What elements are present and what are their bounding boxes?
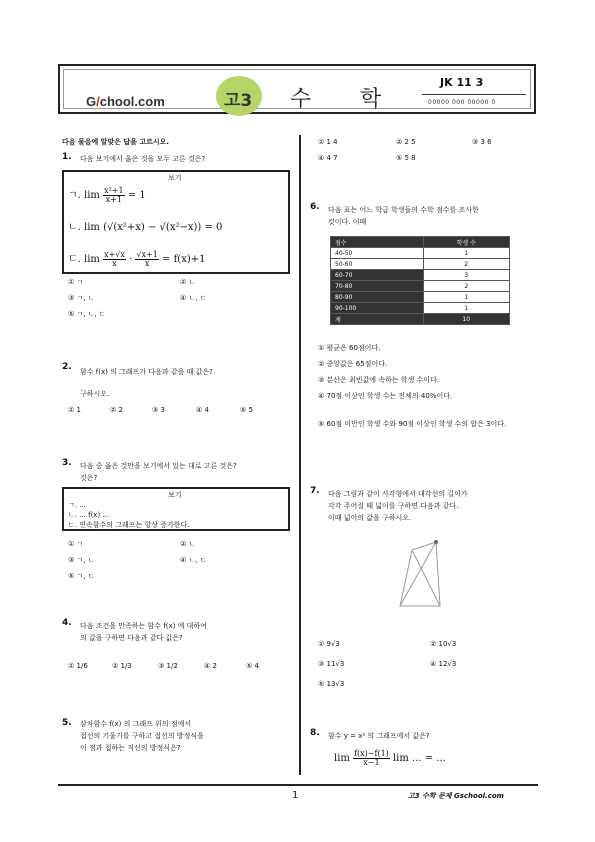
page-number: 1 — [292, 790, 299, 801]
q4-number: 4. — [62, 618, 72, 628]
q6-choice-4[interactable]: ④ 70점 이상인 학생 수는 전체의 40%이다. — [318, 392, 453, 400]
q1-item-2: ㄴ. lim (√(x²+x) − √(x²−x)) = 0 — [68, 222, 223, 233]
q7-choice-5[interactable]: ⑤ 13√3 — [318, 680, 345, 688]
q1-box-title: 보기 — [168, 174, 182, 182]
table-row — [331, 303, 510, 314]
q2-choice-3[interactable]: ③ 3 — [152, 406, 165, 414]
q2-number: 2. — [62, 362, 72, 372]
q3-choice-1[interactable]: ① ㄱ — [68, 540, 84, 548]
q5-text-2: 접선의 기울기를 구하고 접선의 방정식을 — [80, 732, 204, 740]
q2-text-2: 구하시오. — [80, 390, 110, 398]
q6-text-1: 다음 표는 어느 학급 학생들의 수학 점수를 조사한 — [328, 206, 479, 214]
table-row — [331, 292, 510, 303]
q5-number: 5. — [62, 718, 72, 728]
q1-choice-2[interactable]: ② ㄴ — [180, 278, 196, 286]
q4-choice-5[interactable]: ⑤ 4 — [246, 662, 259, 670]
q7-text-2: 각각 주어질 때 넓이를 구하면 다음과 같다. — [328, 502, 459, 510]
q3-item-1: ㄱ. ... — [68, 501, 86, 509]
q5-text-1: 삼차함수 f(x) 의 그래프 위의 점에서 — [80, 720, 192, 728]
q6-choice-2[interactable]: ② 중앙값은 65점이다. — [318, 360, 388, 368]
q7-choice-3[interactable]: ③ 11√3 — [318, 660, 345, 668]
q2-choice-2[interactable]: ② 2 — [110, 406, 123, 414]
q1-item-1: ㄱ. lim $\frac{\text{x²+1}}{x+1} = 1$ — [68, 186, 146, 204]
table-row — [331, 314, 510, 325]
q3-item-2: ㄴ. ... f(x) ... — [68, 511, 110, 519]
q3-item-3: ㄷ. 연속함수의 그래프는 항상 증가한다. — [68, 521, 190, 529]
q7-choice-4[interactable]: ④ 12√3 — [430, 660, 457, 668]
column-divider — [299, 135, 301, 775]
q3-choice-5[interactable]: ⑤ ㄱ, ㄷ — [68, 572, 95, 580]
section-title: 다음 물음에 알맞은 답을 고르시오. — [62, 138, 170, 146]
grade-divider — [422, 94, 526, 95]
grade-badge — [216, 76, 262, 116]
q8-formula: lim $\frac{f(x)-f(1)}{x-1}$ lim ... = ... — [334, 749, 446, 767]
table-cell: 40-50 — [331, 248, 424, 259]
q2-choice-1[interactable]: ① 1 — [68, 406, 81, 414]
q5-choice-5[interactable]: ⑤ 5 8 — [396, 154, 416, 162]
logo-suffix: chool.com — [99, 94, 165, 109]
q3-text-1: 다음 중 옳은 것만을 보기에서 있는 대로 고른 것은? — [80, 462, 237, 470]
q2-choice-5[interactable]: ⑤ 5 — [240, 406, 253, 414]
table-cell: 1 — [423, 292, 510, 303]
table-header-cell: 학생 수 — [423, 237, 510, 248]
q1-choice-3[interactable]: ③ ㄱ, ㄴ — [68, 294, 95, 302]
q8-formula-text: lim ... = ... — [392, 753, 446, 764]
table-cell: 2 — [423, 259, 510, 270]
q5-choice-2[interactable]: ② 2 5 — [396, 138, 416, 146]
q7-choice-1[interactable]: ① 9√3 — [318, 640, 340, 648]
table-cell: 1 — [423, 248, 510, 259]
q4-text-1: 다음 조건을 만족하는 함수 f(x) 에 대하여 — [80, 622, 207, 630]
q7-text-3: 이때 넓이의 값을 구하시오. — [328, 514, 412, 522]
logo-prefix: G — [86, 94, 97, 109]
footer-copyright: 고3 수학 문제 Gschool.com — [408, 792, 504, 800]
table-row — [331, 259, 510, 270]
table-cell: 70-80 — [331, 281, 424, 292]
subject-char-1: 수 — [290, 87, 312, 112]
grade-badge-label: 고3 — [224, 91, 253, 111]
q6-text-2: 것이다. 이때 — [328, 218, 367, 226]
q3-choice-4[interactable]: ④ ㄴ, ㄷ — [180, 556, 207, 564]
q6-number: 6. — [310, 202, 320, 212]
q4-choice-2[interactable]: ② 1/3 — [112, 662, 132, 670]
table-cell: 2 — [423, 281, 510, 292]
q4-choice-4[interactable]: ④ 2 — [204, 662, 217, 670]
q1-text: 다음 보기에서 옳은 것을 모두 고른 것은? — [80, 155, 206, 163]
q6-score-table — [330, 236, 510, 325]
q5-choice-3[interactable]: ③ 3 6 — [472, 138, 492, 146]
q1-choice-4[interactable]: ④ ㄴ, ㄷ — [180, 294, 207, 302]
q3-number: 3. — [62, 458, 72, 468]
table-cell: 1 — [423, 303, 510, 314]
table-cell: 계 — [331, 314, 424, 325]
table-cell: 50-60 — [331, 259, 424, 270]
q7-choice-2[interactable]: ② 10√3 — [430, 640, 457, 648]
table-cell: 10 — [423, 314, 510, 325]
q8-text: 함수 y = x² 의 그래프에서 값은? — [328, 732, 430, 740]
table-cell: 3 — [423, 270, 510, 281]
table-row — [331, 248, 510, 259]
q6-choice-3[interactable]: ③ 분산은 최빈값에 속하는 학생 수이다. — [318, 376, 440, 384]
table-header-row — [331, 237, 510, 248]
q3-box-title: 보기 — [168, 491, 182, 499]
q7-number: 7. — [310, 486, 320, 496]
table-cell: 80-90 — [331, 292, 424, 303]
table-row — [331, 281, 510, 292]
q5-choice-4[interactable]: ④ 4 7 — [318, 154, 338, 162]
q1-item-3: ㄷ. lim $\frac{x+√x}{x}$ · $\frac{√x+1}{x} = f(x)+1$ — [68, 250, 206, 268]
page-header — [58, 64, 536, 114]
q1-number: 1. — [62, 152, 72, 162]
q7-quadrilateral-figure — [390, 534, 460, 614]
table-cell: 60-70 — [331, 270, 424, 281]
table-row — [331, 270, 510, 281]
subject-char-2: 학 — [360, 87, 382, 112]
logo-slash: / — [96, 94, 100, 109]
q6-choice-5[interactable]: ⑤ 60점 미만인 학생 수와 90점 이상인 학생 수의 합은 3이다. — [318, 420, 507, 428]
site-logo[interactable] — [86, 94, 165, 109]
q7-text-1: 다음 그림과 같이 사각형에서 대각선의 길이가 — [328, 490, 468, 498]
q2-choice-4[interactable]: ④ 4 — [196, 406, 209, 414]
grade-info — [422, 76, 526, 112]
q1-box — [62, 170, 290, 274]
q4-text-2: 의 값을 구하면 다음과 같다 값은? — [80, 634, 183, 642]
q3-text-2: 것은? — [80, 474, 98, 482]
q4-choice-1[interactable]: ① 1/6 — [68, 662, 88, 670]
q3-box — [62, 487, 290, 531]
q4-choice-3[interactable]: ③ 1/2 — [158, 662, 178, 670]
table-header-cell: 점수 — [331, 237, 424, 248]
table-cell: 90-100 — [331, 303, 424, 314]
q3-choice-3[interactable]: ③ ㄱ, ㄴ — [68, 556, 95, 564]
footer-divider — [58, 784, 538, 786]
q1-choice-1[interactable]: ① ㄱ — [68, 278, 84, 286]
q6-choice-1[interactable]: ① 평균은 60점이다. — [318, 344, 381, 352]
grade-code: JK 11 3 — [440, 76, 484, 89]
q3-choice-2[interactable]: ② ㄴ — [180, 540, 196, 548]
grade-subtext: 00000 000 00000 0 — [428, 99, 496, 106]
q8-number: 8. — [310, 728, 320, 738]
q2-text-1: 함수 f(x) 의 그래프가 다음과 같을 때 값은? — [80, 368, 213, 376]
q5-choice-1[interactable]: ① 1 4 — [318, 138, 338, 146]
header-frame — [63, 69, 531, 112]
q5-text-3: 이 점과 접하는 직선의 방정식은? — [80, 744, 181, 752]
q1-choice-5[interactable]: ⑤ ㄱ, ㄴ, ㄷ — [68, 310, 106, 318]
